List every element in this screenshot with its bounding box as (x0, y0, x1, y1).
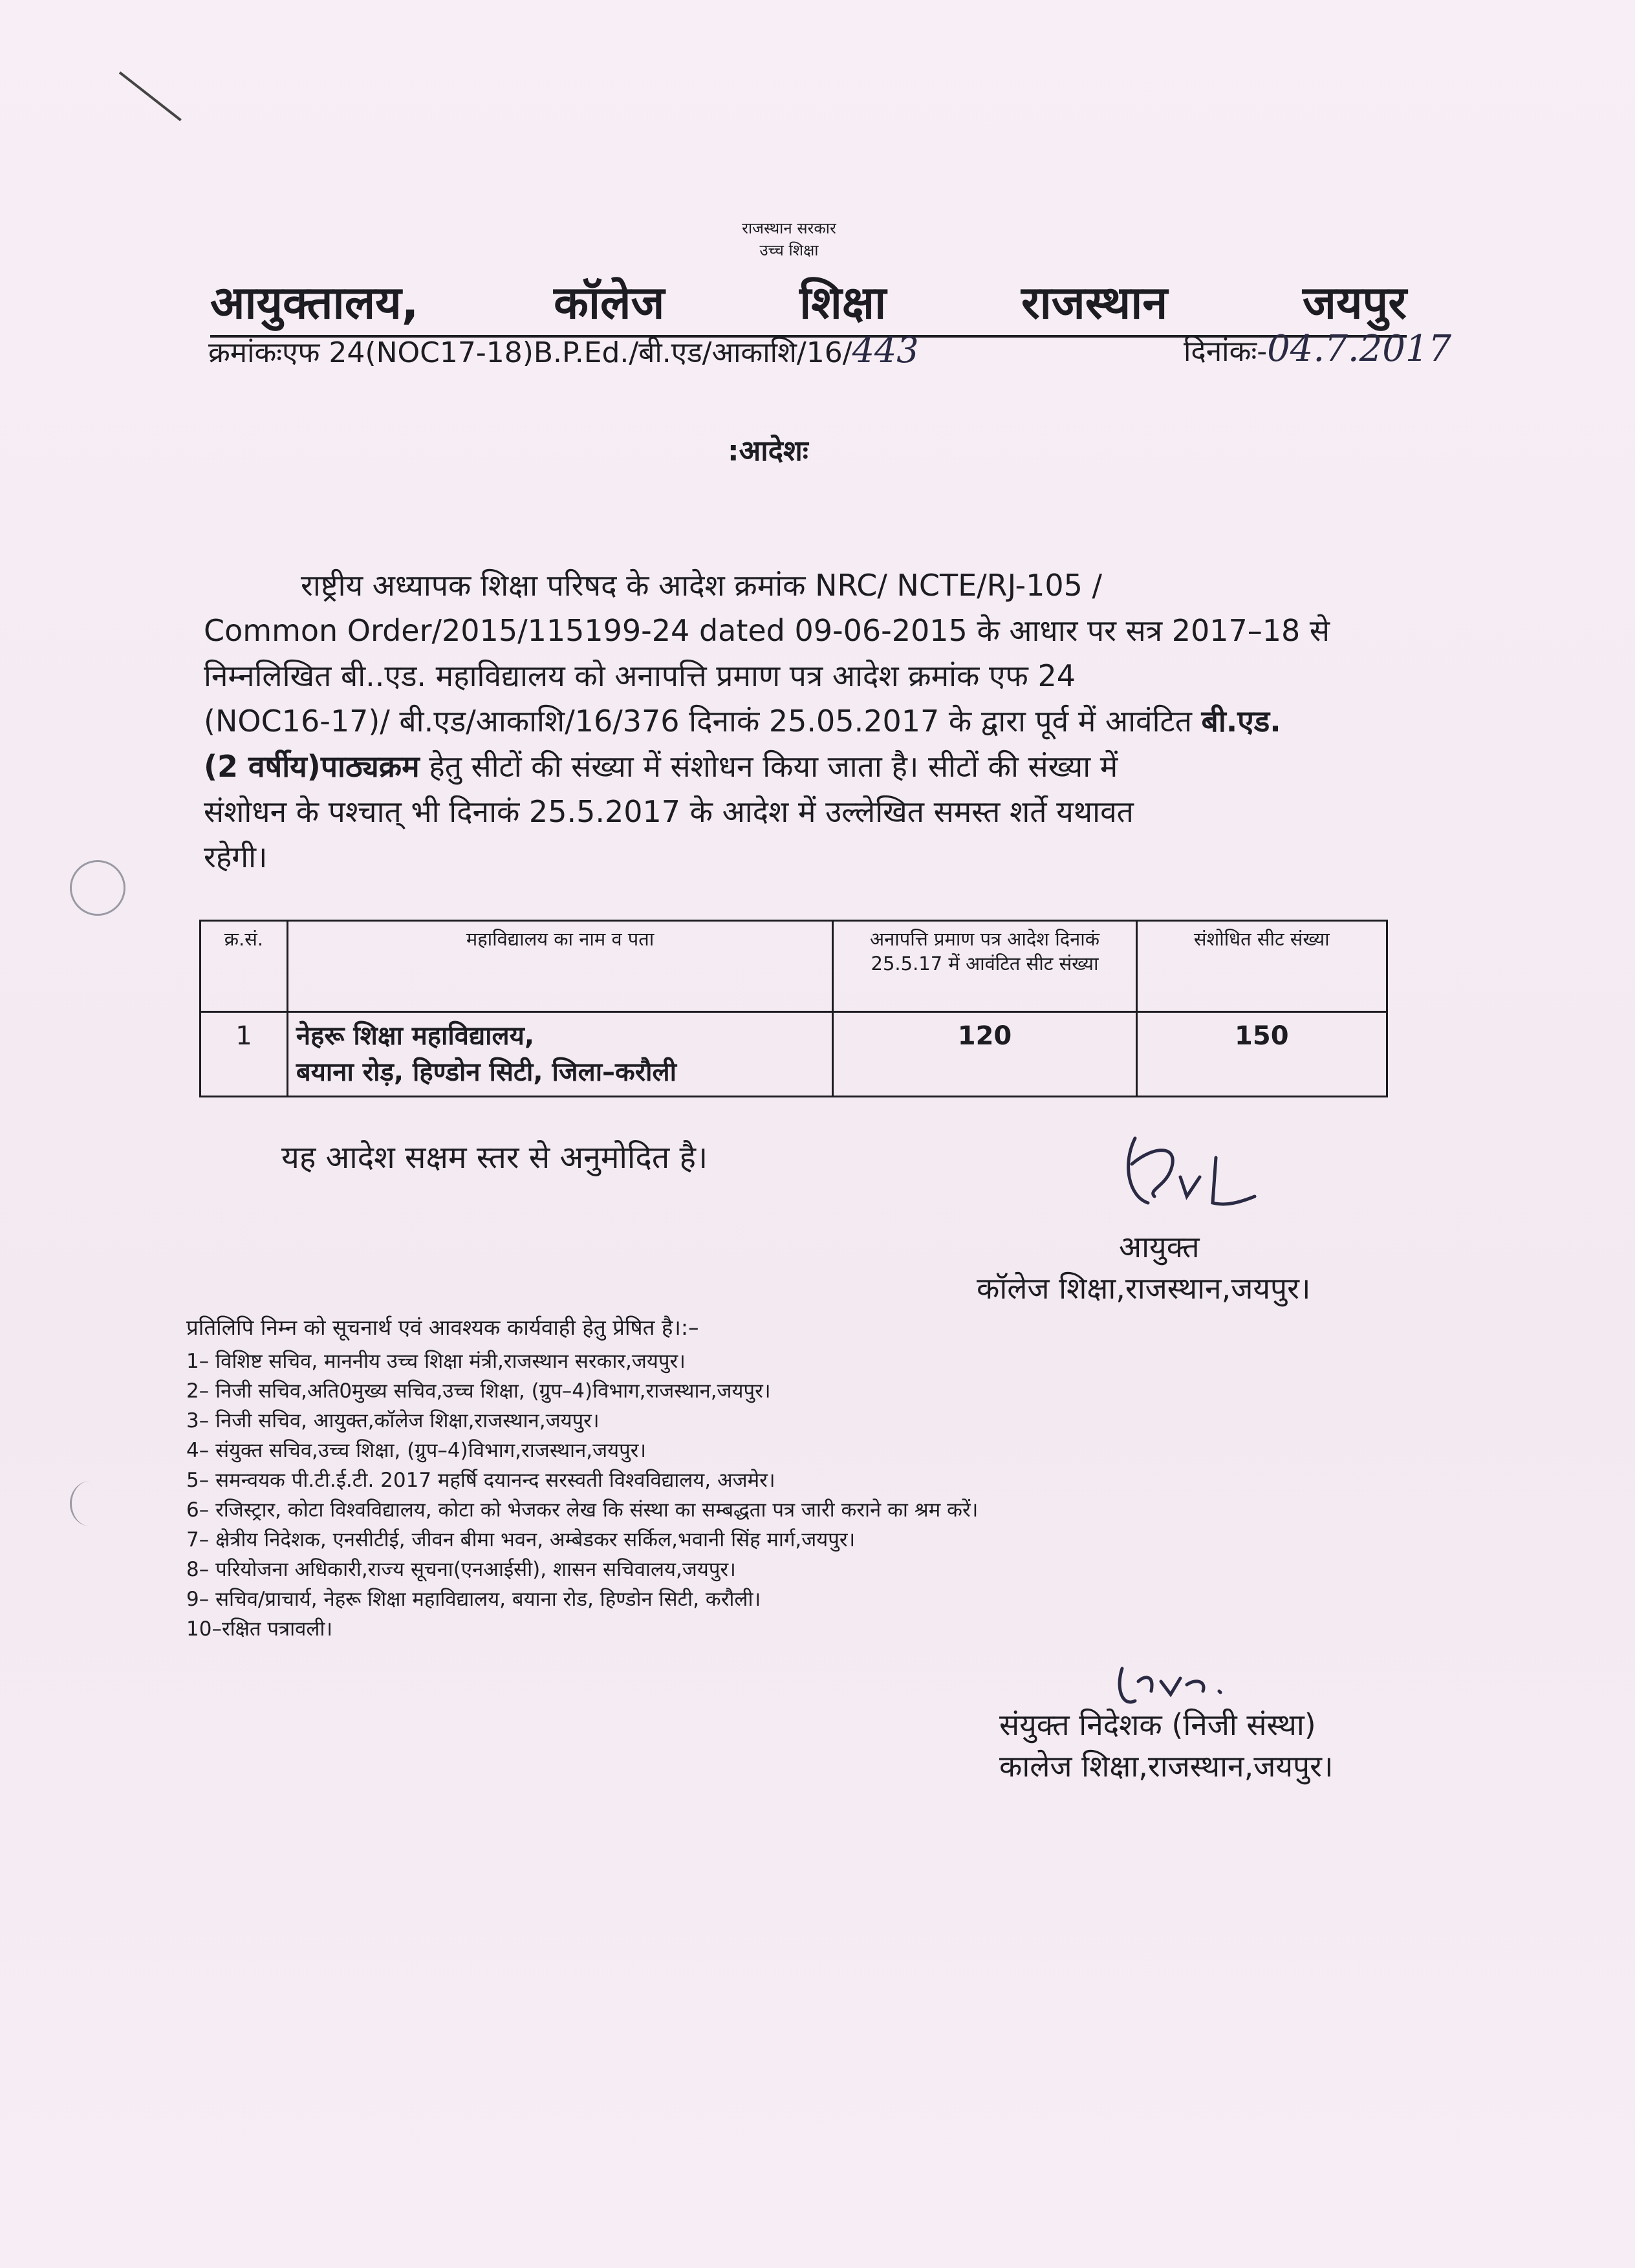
list-item: 8– परियोजना अधिकारी,राज्य सूचना(एनआईसी), शासन सचिवालय,जयपुर। (186, 1558, 736, 1581)
list-item: 10–रक्षित पत्रावली। (186, 1617, 333, 1641)
list-item: 5– समन्वयक पी.टी.ई.टी. 2017 महर्षि दयानन्द सरस्वती विश्वविद्यालय, अजमेर। (186, 1469, 775, 1492)
joint-director-title: संयुक्त निदेशक (निजी संस्था) (999, 1707, 1316, 1742)
course-name: बी.एड. (1201, 704, 1281, 739)
commissioner-title: आयुक्त (1119, 1229, 1200, 1264)
list-item: 6– रजिस्ट्रार, कोटा विश्वविद्यालय, कोटा को भेजकर लेख कि संस्था का सम्बद्धता पत्र जारी कराने का श्रम करें। (186, 1498, 979, 1522)
punch-hole-mark (70, 860, 125, 916)
punch-hole-mark (70, 1481, 111, 1526)
reference-prefix: क्रमांकःएफ 24(NOC17-18)B.P.Ed./बी.एड/आकाशि/16/ (208, 336, 852, 369)
body-line: राष्ट्रीय अध्यापक शिक्षा परिषद के आदेश क्रमांक NRC/ NCTE/RJ-105 / (301, 568, 1103, 603)
handwritten-date: 04.7.2017 (1267, 328, 1452, 370)
title-part: कॉलेज (554, 276, 665, 329)
dept-label: उच्च शिक्षा (759, 241, 819, 259)
table-row (200, 1012, 1387, 1097)
header-revised-seats: संशोधित सीट संख्या (1136, 921, 1387, 1012)
date-label: दिनांकः- (1184, 335, 1268, 368)
list-item: 9– सचिव/प्राचार्य, नेहरू शिक्षा महाविद्यालय, बयाना रोड, हिण्डोन सिटी, करौली। (186, 1588, 761, 1611)
course-duration: (2 वर्षीय)पाठ्यक्रम (204, 749, 420, 784)
body-line (204, 744, 1394, 789)
body-text: हेतु सीटों की संख्या में संशोधन किया जाता है। सीटों की संख्या में (419, 749, 1118, 784)
scan-streak (119, 71, 182, 121)
college-name: नेहरू शिक्षा महाविद्यालय, (296, 1021, 535, 1051)
title-part: राजस्थान (1021, 276, 1168, 329)
joint-director-office: कालेज शिक्षा,राजस्थान,जयपुर। (999, 1749, 1334, 1784)
list-item: 3– निजी सचिव, आयुक्त,कॉलेज शिक्षा,राजस्थान,जयपुर। (186, 1409, 600, 1432)
body-line: निम्नलिखित बी..एड. महाविद्यालय को अनापत्ति प्रमाण पत्र आदेश क्रमांक एफ 24 (204, 658, 1076, 693)
body-line: Common Order/2015/115199-24 dated 09-06-2015 के आधार पर सत्र 2017–18 से (204, 613, 1330, 648)
list-item: 1– विशिष्ट सचिव, माननीय उच्च शिक्षा मंत्री,राजस्थान सरकार,जयपुर। (186, 1350, 686, 1373)
cell-revised: 150 (1136, 1012, 1387, 1097)
order-heading: :आदेशः (728, 435, 808, 468)
body-line: संशोधन के पश्चात् भी दिनाकं 25.5.2017 के आदेश में उल्लेखित समस्त शर्ते यथावत (204, 794, 1134, 829)
header-allotted-seats: अनापत्ति प्रमाण पत्र आदेश दिनाकं 25.5.17 में आवंटित सीट संख्या (833, 921, 1136, 1012)
commissioner-signature (1109, 1125, 1258, 1222)
table-header-row (200, 921, 1387, 1012)
list-item: 7– क्षेत्रीय निदेशक, एनसीटीई, जीवन बीमा भवन, अम्बेडकर सर्किल,भवानी सिंह मार्ग,जयपुर। (186, 1528, 856, 1551)
seat-table (199, 920, 1388, 1097)
commissioner-office: कॉलेज शिक्षा,राजस्थान,जयपुर। (977, 1271, 1311, 1306)
title-part: शिक्षा (799, 276, 887, 329)
body-line (204, 698, 1394, 744)
list-item: 2– निजी सचिव,अति0मुख्य सचिव,उच्च शिक्षा, (ग्रुप–4)विभाग,राजस्थान,जयपुर। (186, 1379, 771, 1403)
header-college: महाविद्यालय का नाम व पता (287, 921, 833, 1012)
reference-number (208, 331, 919, 373)
title-part: जयपुर (1303, 276, 1407, 329)
body-text: (NOC16-17)/ बी.एड/आकाशि/16/376 दिनाकं 25.05.2017 के द्वारा पूर्व में आवंटित (204, 704, 1202, 739)
copy-to-list (186, 1346, 978, 1644)
handwritten-ref-number: 443 (852, 330, 919, 371)
title-part: आयुक्तालय, (210, 276, 419, 329)
college-address: बयाना रोड़, हिण्डोन सिटी, जिला–करौली (296, 1057, 677, 1087)
header-sno: क्र.सं. (200, 921, 288, 1012)
approval-note: यह आदेश सक्षम स्तर से अनुमोदित है। (281, 1139, 708, 1176)
cell-allotted: 120 (833, 1012, 1136, 1097)
govt-label: राजस्थान सरकार (742, 219, 836, 237)
body-line: रहेगी। (204, 839, 268, 874)
order-date (1184, 330, 1451, 371)
copy-to-heading: प्रतिलिपि निम्न को सूचनार्थ एवं आवश्यक कार्यवाही हेतु प्रेषित है।:– (186, 1315, 699, 1340)
order-body (204, 563, 1394, 880)
office-title (210, 264, 1407, 338)
list-item: 4– संयुक्त सचिव,उच्च शिक्षा, (ग्रुप–4)विभाग,राजस्थान,जयपुर। (186, 1439, 647, 1462)
cell-sno: 1 (200, 1012, 288, 1097)
cell-college (287, 1012, 833, 1097)
